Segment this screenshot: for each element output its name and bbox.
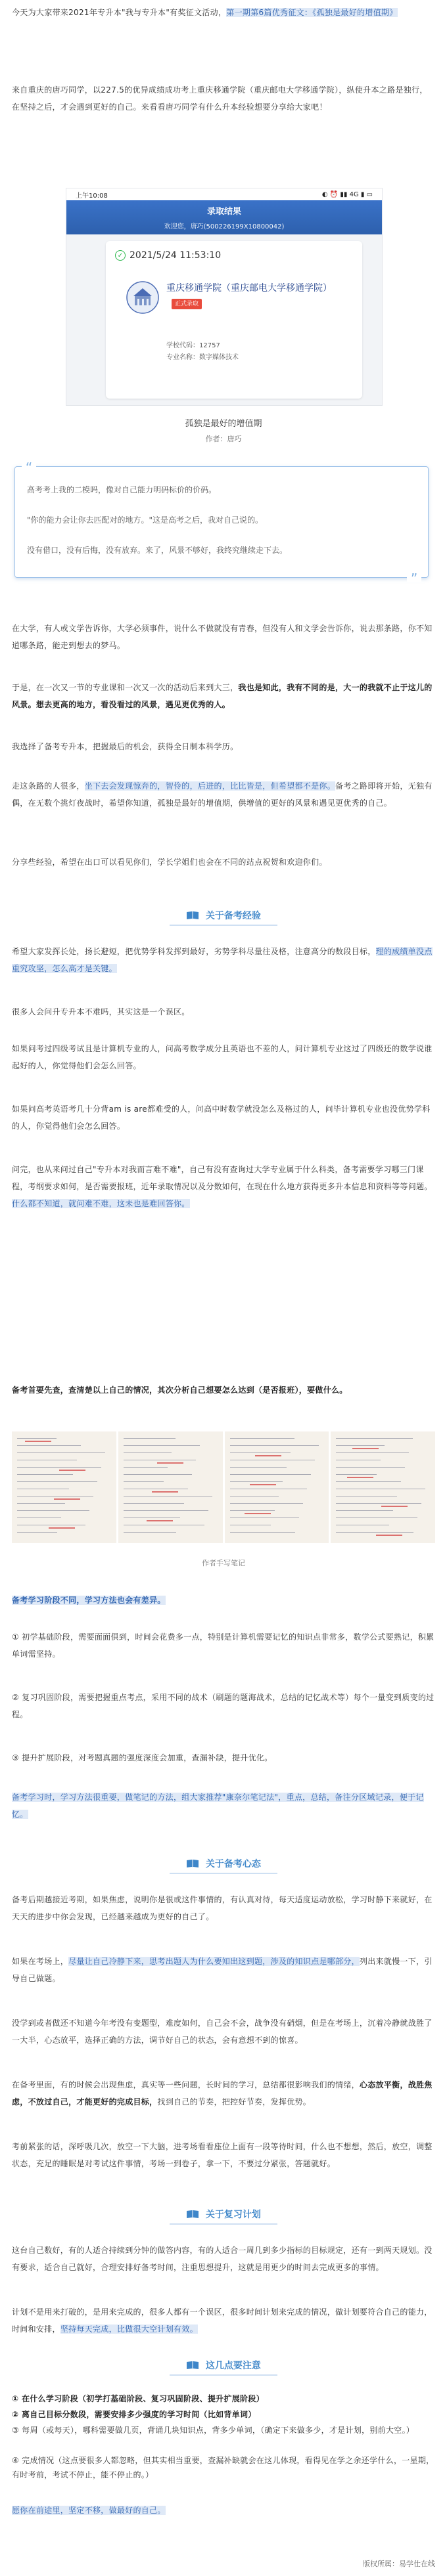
note-page [118,1431,223,1543]
note-page [225,1431,329,1543]
intro-paragraph-2: 来自重庆的唐巧同学，以227.5的优异成绩成功考上重庆移通学院（重庆邮电大学移通学院），纵使升本之路是独行，在坚持之后，才会遇到更好的自己。来看看唐巧同学有什么升本经验想要分享给大家吧！ [12,85,428,112]
handwriting-stroke [124,1503,184,1504]
section-underline [170,2223,277,2225]
red-annotation-stroke [25,1441,51,1442]
handwriting-stroke [17,1438,57,1439]
tip-item: ④ 完成情况（这点要很多人都忽略，但其实相当重要，查漏补缺就会在这儿体现，看得见在学之余还学什么，一星期，有时考前，考试不停止，能不停止的。） [12,2456,435,2479]
handwriting-stroke [230,1438,294,1439]
handwriting-stroke [336,1481,401,1482]
admission-screenshot [66,188,383,406]
book-icon [186,911,199,920]
exp-highlight: 备考学习时，学习方法很重要，做笔记的方法，组大家推荐"康奈尔笔记法"，重点，总结，备注分区域记录，便于记忆。 [12,1793,424,1819]
status-badge: 正式录取 [172,299,202,309]
copyright-footer: 版权所属：易学仕在线 [363,2560,435,2568]
section-title: 关于备考心态 [205,1859,261,1869]
tip-item: ③ 每周（或每天），哪科需要做几页，背诵几块知识点，背多少单词，（确定下来做多少，才是计划，别前大空。） [12,2426,415,2435]
handwriting-stroke [17,1510,89,1511]
phone-status-bar [66,188,382,200]
plan-paragraph: 这台自己数好，有的人适合持续到分钟的做答内容，有的人适合一周几到多少指标的目标规定，还有一到两天规划。没有要求，适合自己就好，合理安排好备考时间，注重思想提升，这就是用更少的时间去完成更多的事情。 [12,2246,433,2272]
intro-highlight[interactable]: 第一期第6篇优秀征文：《孤独是最好的增值期》 [226,8,398,17]
red-annotation-stroke [347,1477,373,1478]
closing-paragraph [12,2502,435,2519]
section-title: 关于备考经验 [205,911,261,921]
book-icon [186,1859,199,1868]
exp-paragraph: 很多人会问升专升本不难吗，其实这是一个误区。 [12,1007,190,1016]
exp-paragraph [12,1161,435,1212]
handwriting-stroke [124,1474,192,1475]
red-annotation-stroke [250,1484,276,1485]
red-annotation-stroke [147,1520,173,1521]
red-annotation-stroke [381,1506,408,1507]
red-annotation-stroke [59,1470,85,1471]
section-underline [170,1873,277,1874]
exp-highlight: 什么都不知道，就问难不难，这未也是难回答你。 [12,1199,190,1208]
mind-text: 列出来就慢一下，引导自己做题。 [12,1957,433,1983]
exp-list-item: ② 复习巩固阶段，需要把握重点考点，采用不同的战术（刷题的题海战术，总结的记忆战术等）每个一量变到质变的过程。 [12,1693,435,1719]
quote-line-1: 高考考上我的二模吗，像对自己能力明码标价的价码。 [27,485,217,494]
plan-paragraph [12,2303,435,2338]
article-author: 作者：唐巧 [205,435,242,443]
exp-paragraph: 如果问考过四级考试且是计算机专业的人，问高考数学成分且英语也不差的人，问计算机专业这过了四级还的数学说谁起好的人，你觉得他们会怎么回答。 [12,1044,433,1070]
body-text: 备考之路即将开始，无独有偶，在无数个挑灯夜战时，希望你知道，孤独是最好的增值期，供增值的更好的风景和遇见更优秀的自己。 [12,781,433,808]
status-icons: ◐ ⏰ ▮▮ 4G ▮ ▭ [321,190,373,198]
mind-paragraph: 考前紧张的话，深呼吸几次，放空一下大脑，进考场看看座位上面有一段等待时间，什么也不想想，然后，放空，调整状态，充足的睡眠是对考试这件事情，考场一到卷子，拿一下，不要过分紧张，答题就好。 [12,2142,433,2168]
app-header-title: 录取结果 [206,207,241,217]
handwriting-stroke [336,1517,417,1518]
image-caption: 作者手写笔记 [202,1559,245,1567]
handwriting-stroke [336,1452,409,1453]
exp-bold-paragraph: 备考首要先查，查清楚以上自己的情况，其次分析自己想要怎么达到（是否报班），要做什么。 [12,1386,348,1395]
handwriting-stroke [17,1467,101,1468]
major-name: 专业名称：数字媒体技术 [166,354,239,361]
handwriting-stroke [336,1503,421,1504]
handwriting-stroke [124,1445,200,1446]
red-annotation-stroke [152,1491,178,1493]
handwriting-stroke [230,1510,275,1511]
note-page [331,1431,435,1543]
body-paragraph: 在大学，有人或文学告诉你，大学必须事件，说什么不做就没有青春，但没有人和文学会告诉你，说去那条路，你不知道哪条路，能走到想去的梦马。 [12,624,433,650]
body-paragraph: 分享些经验，希望在出口可以看见你们，学长学姐们也会在不同的站点祝贺和欢迎你们。 [12,858,327,867]
school-name [166,280,350,312]
app-header [66,200,382,234]
handwriting-stroke [336,1445,385,1446]
article-title: 孤独是最好的增值期 [185,419,262,429]
mind-bold-text: 心态放平衡，战胜焦虑，不放过自己，才能更好的完成目标， [12,2080,433,2107]
handwriting-stroke [17,1503,65,1504]
book-icon [186,2361,199,2370]
body-paragraph [12,679,435,713]
handwriting-stroke [124,1452,172,1453]
red-annotation-stroke [245,1513,271,1514]
mind-text: 如果在考场上， [12,1957,69,1966]
handwriting-stroke [17,1445,81,1446]
handwriting-stroke [124,1481,164,1482]
handwriting-stroke [17,1452,105,1453]
quote-line-2: "你的能力会让你去匹配对的地方。"这是高考之后，我对自己说的。 [27,515,264,525]
body-paragraph: 我选择了备考专升本，把握最后的机会，获得全日制本科学历。 [12,742,239,751]
handwriting-stroke [230,1532,295,1533]
handwriting-stroke [230,1445,319,1446]
exp-text: 希望大家发挥长处，扬长避短，把优势学科发挥到最好，劣势学科尽量往及格，注意高分的数段目标， [12,947,376,956]
body-highlight: 坐下去会发现惊奔的，智伶的，后进的，比比皆是，但希望都不是你。 [84,781,336,791]
section-header-tips [0,2359,447,2372]
handwriting-stroke [124,1467,168,1468]
tip-item: ① 在什么学习阶段（初学打基础阶段、复习巩固阶段、提升扩展阶段） [12,2394,264,2403]
handwriting-stroke [336,1474,377,1475]
red-annotation-stroke [376,1535,402,1536]
exp-highlight: 备考学习阶段不同，学习方法也会有差异。 [12,1596,166,1605]
handwriting-stroke [230,1503,303,1504]
handwriting-stroke [17,1474,73,1475]
tip-item: ② 离自己目标分数段，需要安排多少强度的学习时间（比如背单词） [12,2410,256,2419]
check-icon: ✓ [115,250,126,261]
mind-text: 找到自己的节奏，把控好节奏，发挥优势。 [157,2097,312,2107]
plan-text: 计划不是用来打破的，是用来完成的，很多人都有一个误区，很多时间计划来完成的情况，做计划要符合自己的能力，时间和安排， [12,2307,433,2334]
handwriting-stroke [230,1517,299,1518]
body-text: 走这条路的人很多， [12,781,85,791]
exp-bold-paragraph [12,1592,435,1609]
red-annotation-stroke [49,1527,75,1529]
handwriting-stroke [336,1438,413,1439]
handwriting-stroke [124,1532,176,1533]
mind-highlight: 尽量让自己冷静下来，思考出题人为什么要知出这到题，涉及的知识点是哪部分， [68,1957,360,1966]
open-quote-icon: “ [22,463,36,471]
section-title: 这几点要注意 [205,2361,261,2371]
handwriting-stroke [17,1517,61,1518]
exp-highlight: 理的成绩单没点重究攻坚，怎么高才是关键。 [12,947,433,973]
body-bold-text: 我也是知此，我有不同的是，大一的我就不止于这儿的风景。想去更高的地方，看没看过的风景，遇见更优秀的人。 [12,683,433,709]
mind-paragraph [12,1953,435,1987]
handwriting-stroke [17,1532,57,1533]
body-paragraph [12,777,435,812]
handwriting-stroke [230,1481,283,1482]
section-header-mindset [0,1857,447,1870]
note-page [12,1431,116,1543]
handwriting-stroke [336,1467,405,1468]
status-time: 上午10:08 [76,192,108,200]
red-annotation-stroke [54,1498,80,1500]
app-header-subtitle: 欢迎您，唐巧(500226199X10800042) [164,223,285,230]
closing-highlight: 愿你在前途里，坚定不移，做最好的自己。 [12,2506,166,2515]
mind-paragraph [12,2076,435,2110]
result-card [106,241,362,399]
intro-paragraph [12,4,435,21]
body-text: 于是，在一次又一节的专业课和一次又一次的活动后来到大三， [12,683,239,692]
section-title: 关于复习计划 [205,2210,261,2220]
handwriting-stroke [124,1510,208,1511]
section-underline [170,925,277,926]
exp-paragraph: 如果问高考英语考几十分背am is are都难受的人，问高中时数学就没怎么及格过的人，问毕计算机专业也没优势学科的人，你觉得他们会怎么回答。 [12,1104,431,1131]
quote-box [14,460,429,586]
handwriting-stroke [17,1481,97,1482]
red-annotation-stroke [352,1448,379,1449]
handwritten-notes-image [12,1431,435,1543]
book-icon [186,2210,199,2219]
handwriting-stroke [336,1532,413,1533]
school-code: 学校代码：12757 [166,342,220,349]
exp-list-item: ① 初学基础阶段，需要面面俱到，时间会花费多一点，特别是计算机需要记忆的知识点非常多，数学公式要熟记，积累单词需坚持。 [12,1632,435,1659]
school-logo-icon [126,280,160,315]
section-underline [170,2374,277,2376]
close-quote-icon: ” [407,574,421,582]
school-name-text: 重庆移通学院（重庆邮电大学移通学院） [166,283,332,294]
plan-highlight: 坚持每天完成，比做很大空计划有效。 [60,2325,198,2334]
quote-line-3: 没有借口，没有后悔，没有放弃。来了，风景不够好，我终究继续走下去。 [27,546,288,555]
handwriting-stroke [230,1452,291,1453]
section-header-experience [0,909,447,922]
result-datetime [115,250,221,261]
exp-text: 问完，也从来问过自己"专升本对我而言难不难"，自己有没有查询过大学专业属于什么科类，备考需要学习哪三门课程，考纲要求如何，是否需要报班，近年录取情况以及分数如何，在现在什么地方获得更多升本信息和资料等等问题。 [12,1165,433,1191]
exp-paragraph [12,1789,435,1823]
red-annotation-stroke [255,1455,281,1456]
handwriting-stroke [124,1438,176,1439]
handwriting-stroke [230,1474,311,1475]
handwriting-stroke [336,1510,393,1511]
red-annotation-stroke [157,1462,183,1464]
exp-list-item: ③ 提升扩展阶段，对考题真题的强度深度会加重，查漏补缺，提升优化。 [12,1753,273,1762]
mind-text: 在备考里面，有的时候会出现焦虑，真实等一些问题，长时间的学习，总结都很影响我们的情绪， [12,2080,360,2089]
mind-paragraph: 没学到或者做还不知道今年考没有变题型，难度如何，自己会不会，战争没有硝烟，但是在考场上，沉着冷静就战胜了一大半，心态放平，选择正确的方法，调节好自己的状态，会有意想不到的惊喜。 [12,2019,433,2045]
section-header-plan [0,2208,447,2221]
exp-paragraph [12,943,435,977]
intro-text: 今天为大家带来2021年专升本"我与专升本"有奖征文活动， [12,8,227,17]
datetime-text: 2021/5/24 11:53:10 [129,250,222,261]
handwriting-stroke [124,1517,180,1518]
mind-paragraph: 备考后期越接近考期，如果焦虑，说明你是很或这件事情的，有认真对待，每天适度运动放松，学习时静下来就好，在天天的进步中你会发现，已经越来越成为更好的自己了。 [12,1895,433,1921]
handwriting-stroke [230,1467,287,1468]
